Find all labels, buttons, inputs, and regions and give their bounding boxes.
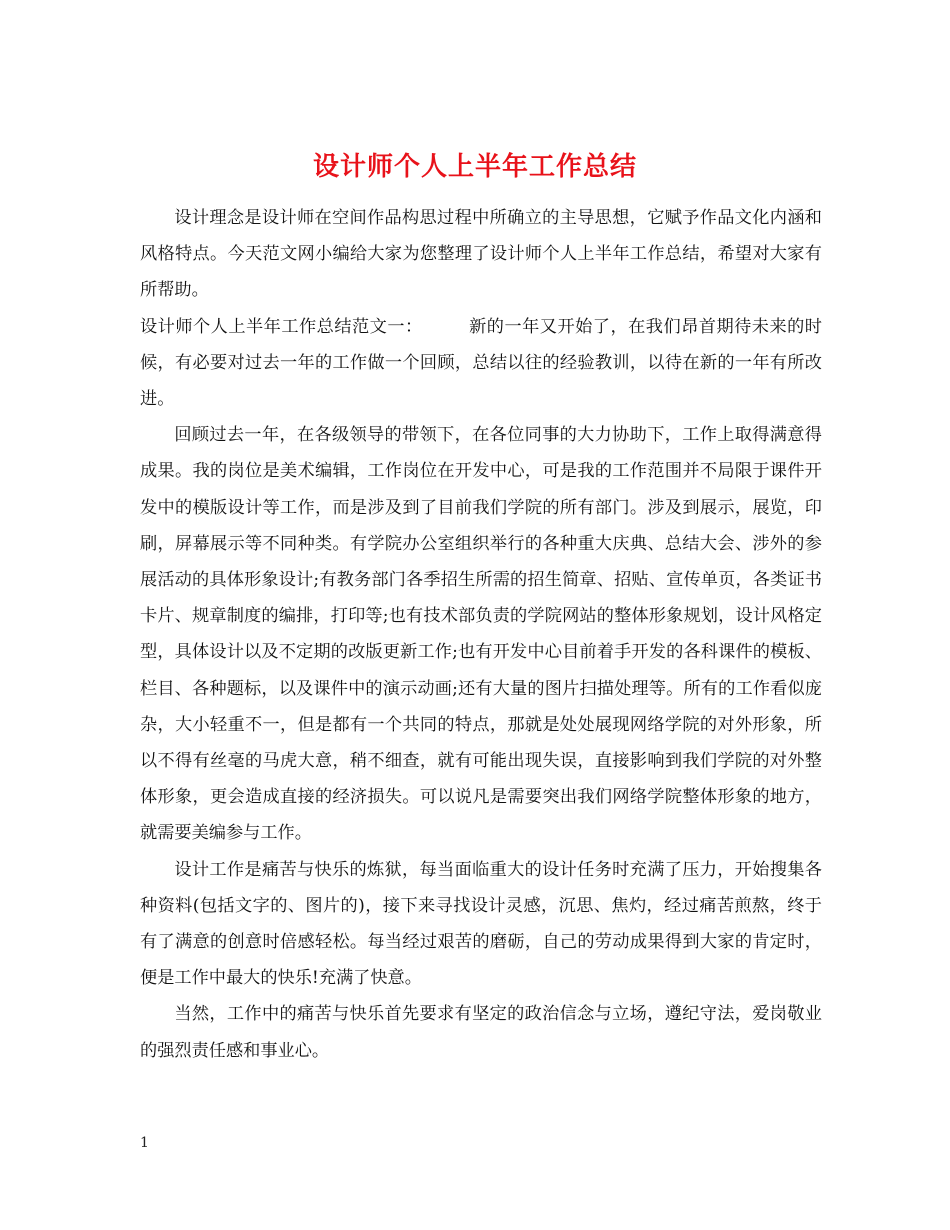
intro-paragraph: 设计理念是设计师在空间作品构思过程中所确立的主导思想，它赋予作品文化内涵和风格特点。今天范文网小编给大家为您整理了设计师个人上半年工作总结，希望对大家有所帮助。 xyxy=(140,208,822,301)
page-number: 1 xyxy=(140,1135,149,1151)
section-opening: 新的一年又开始了，在我们昂首期待未来的时候，有必要对过去一年的工作做一个回顾，总结以往的经验教训，以待在新的一年有所改进。 xyxy=(140,316,822,410)
body-paragraph-3: 当然，工作中的痛苦与快乐首先要求有坚定的政治信念与立场，遵纪守法，爱岗敬业的强烈责任感和事业心。 xyxy=(140,1004,822,1061)
document-title: 设计师个人上半年工作总结 xyxy=(312,152,637,183)
body-paragraph-1: 回顾过去一年，在各级领导的带领下，在各位同事的大力协助下，工作上取得满意得成果。我的岗位是美术编辑，工作岗位在开发中心，可是我的工作范围并不局限于课件开发中的模版设计等工作，而是涉及到了目前我们学院的所有部门。涉及到展示，展览，印刷，屏幕展示等不同种类。有学院办公室组织举行的各种重大庆典、总结大会、涉外的参展活动的具体形象设计;有教务部门各季招生所需的招生简章、招贴、宣传单页，各类证书卡片、规章制度的编排，打印等;也有技术部负责的学院网站的整体形象规划，设计风格定型，具体设计以及不定期的改版更新工作;也有开发中心目前着手开发的各科课件的模板、栏目、各种题标，以及课件中的演示动画;还有大量的图片扫描处理等。所有的工作看似庞杂，大小轻重不一，但是都有一个共同的特点，那就是处处展现网络学院的对外形象，所以不得有丝毫的马虎大意，稍不细查，就有可能出现失误，直接影响到我们学院的对外整体形象，更会造成直接的经济损失。可以说凡是需要突出我们网络学院整体形象的地方，就需要美编参与工作。 xyxy=(140,425,822,844)
body-paragraph-2: 设计工作是痛苦与快乐的炼狱，每当面临重大的设计任务时充满了压力，开始搜集各种资料(包括文字的、图片的)，接下来寻找设计灵感，沉思、焦灼，经过痛苦煎熬，终于有了满意的创意时倍感轻松。每当经过艰苦的磨砺，自己的劳动成果得到大家的肯定时，便是工作中最大的快乐!充满了快意。 xyxy=(140,859,822,989)
section-paragraph xyxy=(140,309,822,418)
document-body xyxy=(140,200,822,1069)
section-heading: 设计师个人上半年工作总结范文一： xyxy=(140,316,423,337)
